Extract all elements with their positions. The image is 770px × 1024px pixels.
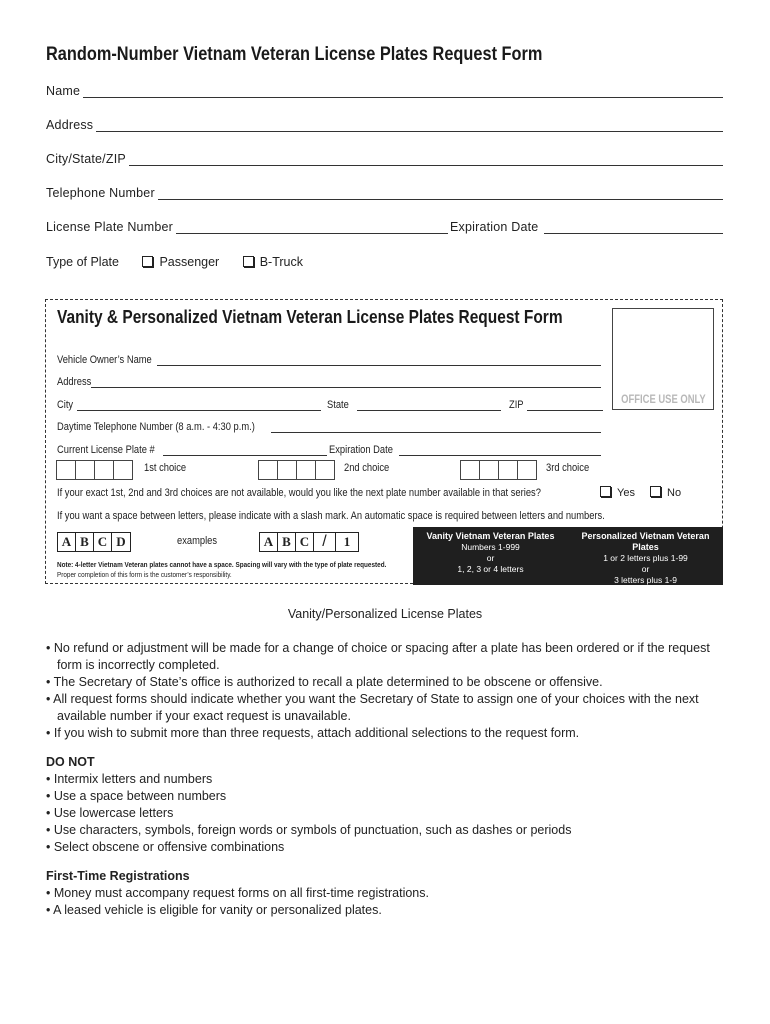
personalized-rule-line: 1 or 2 letters plus 1-99 bbox=[603, 553, 688, 563]
current-plate-row bbox=[57, 441, 601, 456]
first-time-item: • A leased vehicle is eligible for vanity or personalized plates. bbox=[46, 903, 382, 917]
do-not-item: • Use lowercase letters bbox=[46, 806, 174, 820]
example2-slash: / bbox=[314, 533, 336, 551]
plate-type-row bbox=[46, 255, 303, 269]
example1-char: C bbox=[94, 533, 112, 551]
examples-label: examples bbox=[177, 535, 218, 547]
next-plate-question: If your exact 1st, 2nd and 3rd choices are not available, would you like the next plate number available in that series? bbox=[57, 487, 541, 499]
do-not-item: • Intermix letters and numbers bbox=[46, 772, 213, 786]
vanity-expiration-line[interactable] bbox=[399, 445, 601, 456]
daytime-phone-field[interactable] bbox=[57, 418, 601, 433]
current-plate-label: Current License Plate # bbox=[57, 444, 155, 456]
do-not-section bbox=[46, 754, 726, 856]
no-checkbox[interactable] bbox=[650, 486, 661, 497]
vanity-rule-line: 1, 2, 3 or 4 letters bbox=[457, 564, 524, 574]
example1-char: A bbox=[58, 533, 76, 551]
example2-char: B bbox=[278, 533, 296, 551]
choice2-boxes[interactable] bbox=[258, 460, 335, 480]
no-label: No bbox=[667, 487, 682, 499]
first-time-item: • Money must accompany request forms on all first-time registrations. bbox=[46, 886, 429, 900]
name-label: Name bbox=[46, 84, 81, 98]
spacing-note bbox=[57, 560, 386, 580]
note-line2: Proper completion of this form is the customer’s responsibility. bbox=[57, 570, 232, 579]
info-bullets bbox=[46, 640, 726, 742]
info-section-title: Vanity/Personalized License Plates bbox=[287, 607, 483, 621]
passenger-label: Passenger bbox=[159, 255, 220, 269]
address-label: Address bbox=[46, 118, 94, 132]
plate-number-label: License Plate Number bbox=[46, 220, 173, 234]
state-line[interactable] bbox=[357, 400, 501, 411]
first-time-heading: First-Time Registrations bbox=[46, 869, 190, 883]
city-state-zip-row bbox=[57, 396, 603, 411]
example-plate-abc-1 bbox=[259, 532, 359, 552]
vanity-address-line[interactable] bbox=[91, 377, 601, 388]
address-line[interactable] bbox=[96, 119, 723, 132]
zip-line[interactable] bbox=[527, 400, 603, 411]
personalized-rule-line: 3 letters plus 1-9 bbox=[614, 575, 677, 585]
city-label: City bbox=[57, 399, 74, 411]
vanity-form-title: Vanity & Personalized Vietnam Veteran License Plates Request Form bbox=[57, 307, 563, 327]
example2-char: C bbox=[296, 533, 314, 551]
daytime-phone-label: Daytime Telephone Number (8 a.m. - 4:30 p.m.) bbox=[57, 421, 255, 433]
personalized-rules-heading: Personalized Vietnam Veteran Plates bbox=[581, 531, 710, 552]
telephone-label: Telephone Number bbox=[46, 186, 155, 200]
info-bullet: • If you wish to submit more than three requests, attach additional selections to the request form. bbox=[46, 726, 580, 740]
owner-name-label: Vehicle Owner’s Name bbox=[57, 354, 152, 366]
do-not-heading: DO NOT bbox=[46, 755, 95, 769]
plate-expiration-row bbox=[46, 216, 723, 234]
city-state-zip-label: City/State/ZIP bbox=[46, 152, 126, 166]
note-line1: Note: 4-letter Vietnam Veteran plates cannot have a space. Spacing will vary with the type of plate requested. bbox=[57, 560, 387, 569]
yes-label: Yes bbox=[617, 487, 635, 499]
name-field[interactable] bbox=[46, 80, 723, 98]
city-state-zip-line[interactable] bbox=[129, 153, 723, 166]
telephone-field[interactable] bbox=[46, 182, 723, 200]
personalized-rules bbox=[568, 531, 723, 586]
vanity-rule-line: or bbox=[486, 553, 495, 563]
vanity-address-label: Address bbox=[57, 376, 92, 388]
next-plate-options bbox=[600, 486, 681, 499]
vanity-expiration-label: Expiration Date bbox=[329, 444, 393, 456]
current-plate-line[interactable] bbox=[163, 445, 327, 456]
plate-type-label: Type of Plate bbox=[46, 255, 119, 269]
vanity-rule-line: Numbers 1-999 bbox=[461, 542, 520, 552]
office-use-label: OFFICE USE ONLY bbox=[621, 394, 706, 406]
example2-char: A bbox=[260, 533, 278, 551]
city-line[interactable] bbox=[77, 400, 321, 411]
choice2-label: 2nd choice bbox=[344, 462, 390, 474]
random-number-form-title: Random-Number Vietnam Veteran License Plates Request Form bbox=[46, 44, 543, 65]
choice3-boxes[interactable] bbox=[460, 460, 537, 480]
example1-char: B bbox=[76, 533, 94, 551]
info-bullet: • The Secretary of State’s office is authorized to recall a plate determined to be obscene or offensive. bbox=[46, 675, 603, 689]
btruck-label: B-Truck bbox=[259, 255, 303, 269]
do-not-item: • Use a space between numbers bbox=[46, 789, 227, 803]
passenger-checkbox[interactable] bbox=[142, 256, 153, 267]
owner-name-field[interactable] bbox=[57, 351, 601, 366]
yes-option[interactable] bbox=[600, 487, 635, 499]
info-bullet: • All request forms should indicate whether you want the Secretary of State to assign one of your choices with the next available number if your exact request is unavailable. bbox=[46, 692, 699, 723]
choice1-boxes[interactable] bbox=[56, 460, 133, 480]
telephone-line[interactable] bbox=[158, 187, 723, 200]
owner-name-line[interactable] bbox=[157, 355, 601, 366]
vanity-address-field[interactable] bbox=[57, 373, 601, 388]
example2-char: 1 bbox=[343, 534, 351, 549]
plate-rules-box bbox=[413, 527, 723, 585]
btruck-option[interactable] bbox=[243, 255, 303, 269]
vanity-rules-heading: Vanity Vietnam Veteran Plates bbox=[426, 531, 555, 541]
daytime-phone-line[interactable] bbox=[271, 422, 601, 433]
btruck-checkbox[interactable] bbox=[243, 256, 254, 267]
space-instruction: If you want a space between letters, please indicate with a slash mark. An automatic space is required between letters and numbers. bbox=[57, 510, 605, 522]
city-state-zip-field[interactable] bbox=[46, 148, 723, 166]
state-label: State bbox=[327, 399, 349, 411]
choice1-label: 1st choice bbox=[144, 462, 187, 474]
zip-label: ZIP bbox=[509, 399, 524, 411]
plate-number-line[interactable] bbox=[176, 221, 448, 234]
do-not-item: • Select obscene or offensive combinations bbox=[46, 840, 285, 854]
expiration-line[interactable] bbox=[544, 221, 723, 234]
info-bullet: • No refund or adjustment will be made for a change of choice or spacing after a plate has been ordered or if the request form is incorrectly completed. bbox=[46, 641, 710, 672]
name-line[interactable] bbox=[83, 85, 723, 98]
choice3-label: 3rd choice bbox=[546, 462, 590, 474]
no-option[interactable] bbox=[650, 487, 681, 499]
vanity-rules bbox=[413, 531, 568, 575]
address-field[interactable] bbox=[46, 114, 723, 132]
yes-checkbox[interactable] bbox=[600, 486, 611, 497]
example1-char: D bbox=[116, 534, 126, 549]
first-time-section bbox=[46, 868, 726, 919]
do-not-item: • Use characters, symbols, foreign words or symbols of punctuation, such as dashes or periods bbox=[46, 823, 572, 837]
personalized-rule-line: or bbox=[641, 564, 650, 574]
example-plate-abcd bbox=[57, 532, 131, 552]
expiration-label: Expiration Date bbox=[449, 220, 539, 234]
passenger-option[interactable] bbox=[142, 255, 219, 269]
